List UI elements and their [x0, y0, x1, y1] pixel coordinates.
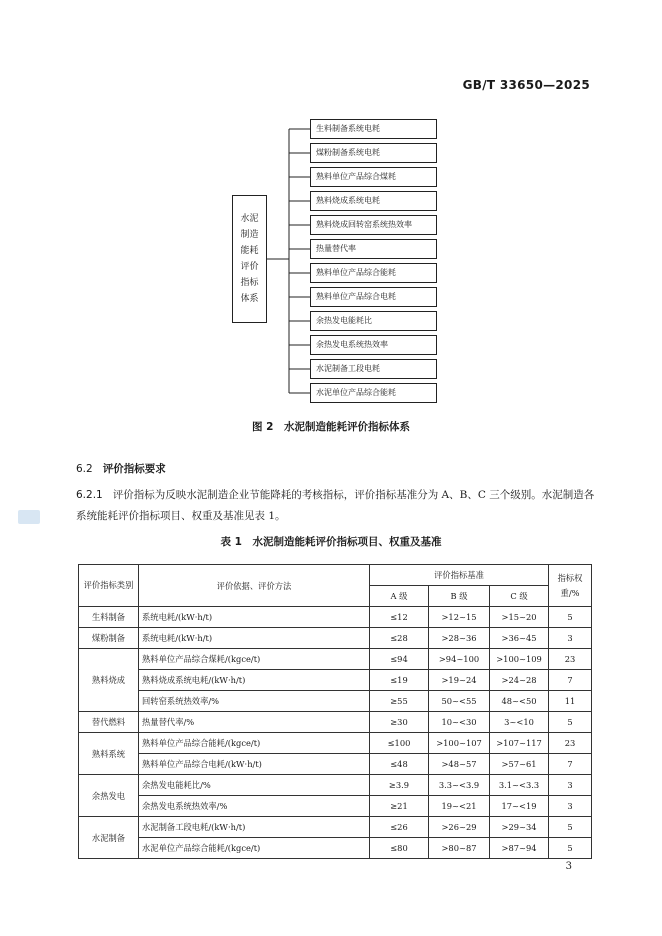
- cell-weight: 23: [549, 649, 592, 670]
- cell-category: 煤粉制备: [79, 628, 139, 649]
- diagram-item: 熟料单位产品综合煤耗: [310, 167, 437, 187]
- table-row: [79, 670, 592, 691]
- cell-weight: 5: [549, 817, 592, 838]
- benchmark-table: [78, 564, 592, 859]
- cell-weight: 7: [549, 754, 592, 775]
- diagram-item: 热量替代率: [310, 239, 437, 259]
- cell-weight: 23: [549, 733, 592, 754]
- cell-basis: 熟料单位产品综合能耗/(kgce/t): [139, 733, 370, 754]
- cell-weight: 3: [549, 628, 592, 649]
- cell-grade-b: >80~87: [429, 838, 490, 859]
- section-heading: [76, 461, 166, 476]
- table-row: [79, 733, 592, 754]
- cell-grade-b: 50~<55: [429, 691, 490, 712]
- cell-grade-b: >26~29: [429, 817, 490, 838]
- diagram-item: 熟料单位产品综合能耗: [310, 263, 437, 283]
- cell-grade-c: >24~28: [490, 670, 549, 691]
- cell-grade-c: >15~20: [490, 607, 549, 628]
- diagram-root-line: 指标: [240, 278, 259, 288]
- table-row: [79, 817, 592, 838]
- section-number: 6.2: [76, 463, 93, 475]
- table-row: [79, 607, 592, 628]
- standard-number: GB/T 33650—2025: [462, 78, 590, 92]
- table-row: [79, 838, 592, 859]
- clause-paragraph: [76, 485, 596, 527]
- header-grade-a: A 级: [370, 586, 429, 607]
- cell-grade-a: ≥30: [370, 712, 429, 733]
- cell-basis: 系统电耗/(kW·h/t): [139, 628, 370, 649]
- cell-grade-a: ≤100: [370, 733, 429, 754]
- cell-grade-a: ≤28: [370, 628, 429, 649]
- cell-grade-c: 3.1~<3.3: [490, 775, 549, 796]
- cell-grade-c: >57~61: [490, 754, 549, 775]
- table-header-row: [79, 565, 592, 586]
- cell-basis: 水泥制备工段电耗/(kW·h/t): [139, 817, 370, 838]
- cell-grade-c: >36~45: [490, 628, 549, 649]
- cell-basis: 余热发电能耗比/%: [139, 775, 370, 796]
- cell-grade-c: >100~109: [490, 649, 549, 670]
- cell-category: 余热发电: [79, 775, 139, 817]
- cell-category: 熟料烧成: [79, 649, 139, 712]
- cell-weight: 3: [549, 775, 592, 796]
- table-row: [79, 712, 592, 733]
- cell-grade-b: >48~57: [429, 754, 490, 775]
- cell-weight: 7: [549, 670, 592, 691]
- cell-category: 替代燃料: [79, 712, 139, 733]
- header-benchmark: 评价指标基准: [370, 565, 549, 586]
- figure-caption: 图 2 水泥制造能耗评价指标体系: [252, 421, 410, 433]
- cell-basis: 余热发电系统热效率/%: [139, 796, 370, 817]
- cell-grade-c: >29~34: [490, 817, 549, 838]
- diagram-root-line: 评价: [240, 262, 259, 272]
- cell-grade-b: >94~100: [429, 649, 490, 670]
- cell-grade-a: ≤19: [370, 670, 429, 691]
- diagram-item: 熟料烧成回转窑系统热效率: [310, 215, 437, 235]
- table-row: [79, 649, 592, 670]
- cell-grade-b: 19~<21: [429, 796, 490, 817]
- cell-basis: 熟料单位产品综合电耗/(kW·h/t): [139, 754, 370, 775]
- diagram-item: 余热发电能耗比: [310, 311, 437, 331]
- clause-text: 评价指标为反映水泥制造企业节能降耗的考核指标，评价指标基准分为 A、B、C 三个级别。水泥制造各系统能耗评价指标项目、权重及基准见表 1。: [76, 489, 595, 522]
- diagram-root-line: 制造: [240, 230, 259, 240]
- cell-category: 生料制备: [79, 607, 139, 628]
- cell-grade-a: ≥21: [370, 796, 429, 817]
- cell-grade-b: 10~<30: [429, 712, 490, 733]
- clause-number: 6.2.1: [76, 489, 103, 501]
- cell-grade-a: ≤94: [370, 649, 429, 670]
- diagram-root-box: [232, 195, 267, 323]
- cell-category: 水泥制备: [79, 817, 139, 859]
- header-grade-c: C 级: [490, 586, 549, 607]
- table-row: [79, 775, 592, 796]
- table-caption: 表 1 水泥制造能耗评价指标项目、权重及基准: [220, 536, 442, 548]
- cell-weight: 11: [549, 691, 592, 712]
- diagram-item: 余热发电系统热效率: [310, 335, 437, 355]
- header-weight: 指标权重/%: [549, 565, 592, 607]
- table-row: [79, 796, 592, 817]
- diagram-item: 生料制备系统电耗: [310, 119, 437, 139]
- cell-grade-a: ≥3.9: [370, 775, 429, 796]
- diagram-item: 水泥单位产品综合能耗: [310, 383, 437, 403]
- cell-grade-b: >100~107: [429, 733, 490, 754]
- page-number: 3: [565, 861, 572, 872]
- cell-grade-c: 3~<10: [490, 712, 549, 733]
- cell-basis: 热量替代率/%: [139, 712, 370, 733]
- cell-basis: 熟料烧成系统电耗/(kW·h/t): [139, 670, 370, 691]
- cell-grade-c: 17~<19: [490, 796, 549, 817]
- diagram-item: 熟料烧成系统电耗: [310, 191, 437, 211]
- cell-weight: 5: [549, 607, 592, 628]
- cell-weight: 3: [549, 796, 592, 817]
- header-category: 评价指标类别: [79, 565, 139, 607]
- cell-grade-b: >12~15: [429, 607, 490, 628]
- table-row: [79, 691, 592, 712]
- cell-grade-b: >19~24: [429, 670, 490, 691]
- cell-grade-b: 3.3~<3.9: [429, 775, 490, 796]
- diagram-root-line: 能耗: [240, 246, 259, 256]
- cell-weight: 5: [549, 838, 592, 859]
- cell-basis: 回转窑系统热效率/%: [139, 691, 370, 712]
- diagram-item: 水泥制备工段电耗: [310, 359, 437, 379]
- cell-weight: 5: [549, 712, 592, 733]
- table-row: [79, 628, 592, 649]
- cell-grade-c: >87~94: [490, 838, 549, 859]
- cell-basis: 系统电耗/(kW·h/t): [139, 607, 370, 628]
- table-row: [79, 754, 592, 775]
- cell-grade-b: >28~36: [429, 628, 490, 649]
- margin-tab-marker: [18, 510, 40, 524]
- section-title: 评价指标要求: [102, 463, 166, 475]
- cell-grade-a: ≤48: [370, 754, 429, 775]
- cell-basis: 水泥单位产品综合能耗/(kgce/t): [139, 838, 370, 859]
- diagram-root-line: 水泥: [240, 214, 259, 224]
- cell-grade-a: ≤26: [370, 817, 429, 838]
- cell-grade-a: ≤12: [370, 607, 429, 628]
- cell-grade-c: 48~<50: [490, 691, 549, 712]
- cell-grade-a: ≥55: [370, 691, 429, 712]
- diagram-item: 熟料单位产品综合电耗: [310, 287, 437, 307]
- diagram-item: 煤粉制备系统电耗: [310, 143, 437, 163]
- diagram-root-line: 体系: [240, 294, 259, 304]
- cell-basis: 熟料单位产品综合煤耗/(kgce/t): [139, 649, 370, 670]
- header-grade-b: B 级: [429, 586, 490, 607]
- cell-grade-c: >107~117: [490, 733, 549, 754]
- cell-grade-a: ≤80: [370, 838, 429, 859]
- cell-category: 熟料系统: [79, 733, 139, 775]
- header-basis: 评价依据、评价方法: [139, 565, 370, 607]
